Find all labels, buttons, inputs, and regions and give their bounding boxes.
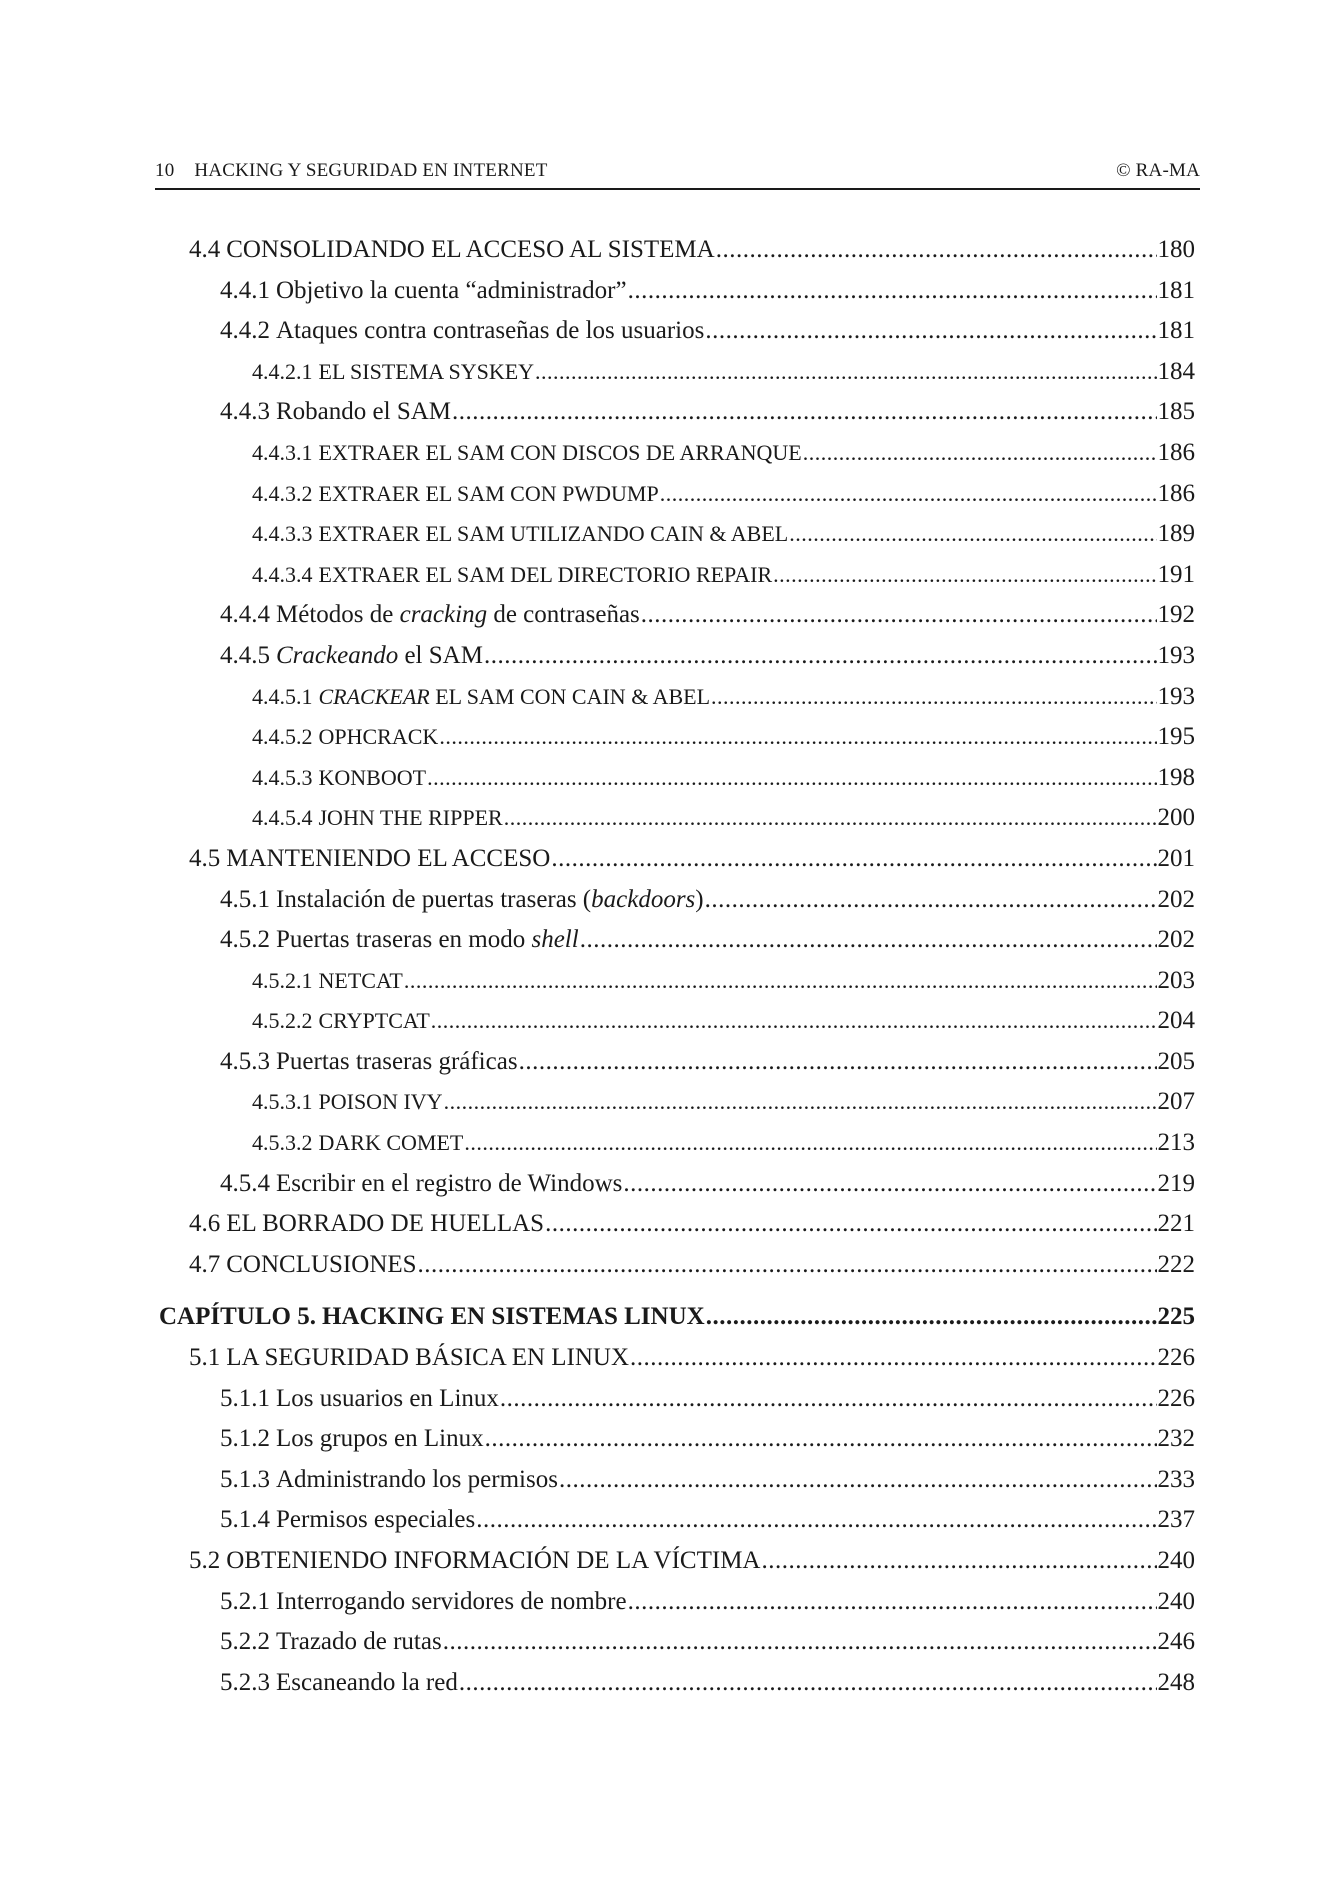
toc-entry-title-emphasis: Crackeando bbox=[276, 641, 399, 669]
toc-entry bbox=[155, 926, 1195, 967]
toc-entry bbox=[155, 845, 1195, 886]
toc-entry-page: 213 bbox=[1157, 1129, 1195, 1157]
toc-entry-title: Los grupos en Linux bbox=[276, 1425, 484, 1453]
toc-entry bbox=[155, 277, 1195, 318]
toc-entry-page: 202 bbox=[1157, 885, 1195, 913]
dot-leader bbox=[535, 359, 1156, 385]
toc-entry-number: 4.4.3.2 bbox=[252, 480, 313, 506]
toc-entry-page: 237 bbox=[1157, 1506, 1195, 1534]
toc-entry-title bbox=[319, 684, 711, 710]
publisher-mark: © RA-MA bbox=[1116, 160, 1200, 181]
dot-leader bbox=[439, 724, 1156, 750]
toc-entry-number: 4.4.5 bbox=[220, 641, 270, 669]
toc-entry-page: 191 bbox=[1157, 560, 1195, 588]
toc-entry-number: 4.5.3.1 bbox=[252, 1089, 313, 1115]
toc-entry-page: 222 bbox=[1157, 1250, 1195, 1278]
toc-entry bbox=[155, 1170, 1195, 1211]
dot-leader bbox=[706, 1303, 1157, 1331]
toc-entry-page: 186 bbox=[1157, 438, 1195, 466]
toc-entry-title: HACKING EN SISTEMAS LINUX bbox=[321, 1303, 705, 1331]
dot-leader bbox=[641, 601, 1157, 629]
toc-entry-number: 4.4 bbox=[189, 236, 221, 263]
dot-leader bbox=[519, 1048, 1157, 1076]
toc-entry-number: 4.4.5.1 bbox=[252, 683, 313, 709]
dot-leader bbox=[476, 1506, 1156, 1534]
dot-leader bbox=[628, 277, 1157, 305]
toc-entry-page: 184 bbox=[1157, 357, 1195, 385]
toc-entry-title: Los usuarios en Linux bbox=[276, 1384, 499, 1412]
toc-entry-page: 195 bbox=[1157, 723, 1195, 751]
toc-entry-page: 192 bbox=[1157, 601, 1195, 629]
toc-entry-number: 5.1 bbox=[189, 1344, 221, 1372]
toc-entry-page: 201 bbox=[1157, 844, 1195, 872]
toc-entry bbox=[155, 1210, 1195, 1251]
toc-entry-number: 5.1.4 bbox=[220, 1506, 270, 1534]
toc-entry-page: 225 bbox=[1157, 1303, 1195, 1331]
toc-entry bbox=[155, 1628, 1195, 1669]
toc-entry-title: EL SISTEMA SYSKEY bbox=[318, 358, 535, 384]
running-header bbox=[155, 160, 1200, 190]
toc-entry-page: 203 bbox=[1157, 966, 1195, 994]
dot-leader bbox=[628, 1588, 1157, 1616]
toc-entry bbox=[155, 1048, 1195, 1089]
toc-entry-title-part: de contraseñas bbox=[487, 601, 640, 629]
dot-leader bbox=[452, 398, 1157, 426]
toc-entry-page: 180 bbox=[1157, 236, 1195, 263]
toc-entry-title bbox=[276, 926, 579, 954]
toc-entry-number: 4.4.5.3 bbox=[252, 764, 313, 790]
toc-entry-title-part: el SAM bbox=[398, 641, 483, 669]
toc-entry-number: 4.5.2.2 bbox=[252, 1008, 313, 1034]
toc-entry bbox=[155, 1466, 1195, 1507]
dot-leader bbox=[630, 1344, 1156, 1372]
toc-entry-page: 198 bbox=[1157, 763, 1195, 791]
toc-entry-title: Escribir en el registro de Windows bbox=[276, 1169, 623, 1197]
toc-entry-title: EXTRAER EL SAM CON DISCOS DE ARRANQUE bbox=[318, 439, 802, 465]
toc-entry-page: 193 bbox=[1157, 641, 1195, 669]
toc-entry-page: 181 bbox=[1157, 317, 1195, 345]
toc-entry bbox=[155, 967, 1195, 1008]
dot-leader bbox=[660, 481, 1157, 507]
toc-entry-number: 4.4.5.2 bbox=[252, 724, 313, 750]
toc-entry bbox=[155, 886, 1195, 927]
toc-entry-title-part: EL SAM CON CAIN & ABEL bbox=[429, 683, 711, 709]
toc-entry-page: 204 bbox=[1157, 1007, 1195, 1035]
toc-entry-number: 5.1.3 bbox=[220, 1465, 270, 1493]
toc-entry-title: MANTENIENDO EL ACCESO bbox=[226, 844, 551, 872]
toc-entry-number: 4.5.4 bbox=[220, 1169, 270, 1197]
toc-entry bbox=[155, 601, 1195, 642]
toc-entry bbox=[155, 317, 1195, 358]
toc-entry-title: Permisos especiales bbox=[276, 1506, 476, 1534]
toc-entry bbox=[155, 358, 1195, 399]
toc-entry-page: 240 bbox=[1157, 1587, 1195, 1615]
toc-entry-page: 207 bbox=[1157, 1088, 1195, 1116]
toc-entry bbox=[155, 804, 1195, 845]
toc-entry bbox=[155, 1344, 1195, 1385]
dot-leader bbox=[427, 765, 1156, 791]
toc-entry-title bbox=[276, 601, 640, 629]
toc-entry-page: 240 bbox=[1157, 1547, 1195, 1574]
toc-entry-number: 4.4.3.1 bbox=[252, 439, 313, 465]
toc-entry-title bbox=[276, 642, 483, 670]
toc-entry-title: Interrogando servidores de nombre bbox=[276, 1587, 627, 1615]
dot-leader bbox=[580, 926, 1157, 954]
dot-leader bbox=[711, 684, 1156, 710]
dot-leader bbox=[716, 236, 1157, 264]
toc-entry-page: 226 bbox=[1157, 1344, 1195, 1372]
toc-entry bbox=[155, 520, 1195, 561]
dot-leader bbox=[803, 440, 1157, 466]
toc-entry bbox=[155, 1547, 1195, 1588]
toc-entry-number: 4.5.2.1 bbox=[252, 967, 313, 993]
toc-entry bbox=[155, 1669, 1195, 1710]
dot-leader bbox=[559, 1466, 1157, 1494]
dot-leader bbox=[623, 1170, 1156, 1198]
toc-entry-number: 4.4.1 bbox=[220, 276, 270, 304]
toc-entry-number: 4.4.4 bbox=[220, 601, 270, 629]
toc-entry-number: 4.4.2.1 bbox=[252, 358, 313, 384]
page-number: 10 bbox=[155, 160, 175, 181]
toc-entry-title-part: Instalación de puertas traseras ( bbox=[276, 885, 592, 913]
toc-entry bbox=[155, 561, 1195, 602]
toc-entry-number: 4.4.3 bbox=[220, 398, 270, 426]
toc-entry-title: Puertas traseras gráficas bbox=[276, 1047, 518, 1075]
toc-entry-title-emphasis: cracking bbox=[399, 601, 488, 629]
toc-entry-number: 4.6 bbox=[189, 1210, 221, 1238]
dot-leader bbox=[459, 1669, 1157, 1697]
toc-entry-title: Ataques contra contraseñas de los usuarios bbox=[276, 317, 705, 345]
toc-entry-title-part: ) bbox=[695, 885, 704, 913]
toc-entry-title: KONBOOT bbox=[318, 764, 427, 790]
dot-leader bbox=[418, 1251, 1157, 1279]
toc-entry-title: JOHN THE RIPPER bbox=[318, 805, 503, 831]
dot-leader bbox=[551, 845, 1156, 873]
toc-entry-number: 4.7 bbox=[189, 1250, 221, 1278]
toc-entry-number: 4.4.2 bbox=[220, 317, 270, 345]
toc-entry-title-emphasis: backdoors bbox=[591, 885, 696, 913]
toc-entry-number: 4.5.3 bbox=[220, 1047, 270, 1075]
toc-entry-page: 205 bbox=[1157, 1047, 1195, 1075]
toc-entry bbox=[155, 1385, 1195, 1426]
dot-leader bbox=[484, 642, 1157, 670]
toc-entry bbox=[155, 480, 1195, 521]
toc-entry-page: 233 bbox=[1157, 1465, 1195, 1493]
dot-leader bbox=[500, 1385, 1157, 1413]
toc-entry-title: Trazado de rutas bbox=[276, 1628, 442, 1656]
toc-entry bbox=[155, 764, 1195, 805]
toc-entry bbox=[155, 236, 1195, 277]
toc-entry-page: 200 bbox=[1157, 804, 1195, 832]
dot-leader bbox=[485, 1425, 1157, 1453]
toc-entry-title: Objetivo la cuenta “administrador” bbox=[276, 276, 627, 304]
toc-entry-page: 248 bbox=[1157, 1668, 1195, 1696]
toc-entry-page: 193 bbox=[1157, 682, 1195, 710]
toc-entry bbox=[155, 1251, 1195, 1292]
toc-entry-number: 5.1.1 bbox=[220, 1384, 270, 1412]
toc-entry-page: 202 bbox=[1157, 926, 1195, 954]
toc-entry bbox=[155, 1088, 1195, 1129]
toc-entry-title: EXTRAER EL SAM DEL DIRECTORIO REPAIR bbox=[318, 561, 773, 587]
toc-entry-title: CONSOLIDANDO EL ACCESO AL SISTEMA bbox=[226, 236, 715, 263]
toc-entry-title: Robando el SAM bbox=[276, 398, 451, 426]
dot-leader bbox=[504, 805, 1157, 831]
toc-entry bbox=[155, 1007, 1195, 1048]
toc-entry-title: EXTRAER EL SAM UTILIZANDO CAIN & ABEL bbox=[318, 521, 789, 547]
toc-entry-page: 185 bbox=[1157, 398, 1195, 426]
toc-entry bbox=[155, 642, 1195, 683]
toc-entry-number: 4.5.3.2 bbox=[252, 1130, 313, 1156]
toc-entry-title: DARK COMET bbox=[318, 1130, 464, 1156]
toc-entry-page: 219 bbox=[1157, 1169, 1195, 1197]
dot-leader bbox=[789, 521, 1156, 547]
toc-entry-number: 4.4.3.4 bbox=[252, 561, 313, 587]
toc-entry bbox=[155, 723, 1195, 764]
dot-leader bbox=[705, 317, 1156, 345]
toc-entry bbox=[155, 1588, 1195, 1629]
toc-entry-title: POISON IVY bbox=[318, 1089, 443, 1115]
toc-entry bbox=[155, 683, 1195, 724]
toc-entry-title: EXTRAER EL SAM CON PWDUMP bbox=[318, 480, 659, 506]
toc-entry-page: 246 bbox=[1157, 1628, 1195, 1656]
toc-entry-title-emphasis: CRACKEAR bbox=[318, 683, 430, 709]
toc-entry-number: 4.5 bbox=[189, 844, 221, 872]
toc-entry bbox=[155, 1506, 1195, 1547]
toc-entry-title bbox=[276, 886, 704, 914]
toc-entry-title: OBTENIENDO INFORMACIÓN DE LA VÍCTIMA bbox=[226, 1547, 761, 1574]
toc-entry-number: 4.5.1 bbox=[220, 885, 270, 913]
toc-entry-number: CAPÍTULO 5. bbox=[159, 1303, 316, 1331]
toc-entry-number: 5.2.1 bbox=[220, 1587, 270, 1615]
toc-entry-title: OPHCRACK bbox=[318, 724, 439, 750]
dot-leader bbox=[444, 1089, 1157, 1115]
toc-entry-number: 4.4.3.3 bbox=[252, 521, 313, 547]
toc-entry-title-emphasis: shell bbox=[531, 926, 579, 954]
toc-entry-title: NETCAT bbox=[318, 967, 403, 993]
toc-entry-number: 5.2.3 bbox=[220, 1668, 270, 1696]
dot-leader bbox=[762, 1547, 1157, 1575]
toc-entry-title: Escaneando la red bbox=[276, 1668, 458, 1696]
dot-leader bbox=[464, 1130, 1156, 1156]
toc-entry-page: 186 bbox=[1157, 479, 1195, 507]
toc-entry-page: 181 bbox=[1157, 276, 1195, 304]
table-of-contents bbox=[155, 236, 1195, 1709]
toc-entry-number: 5.1.2 bbox=[220, 1425, 270, 1453]
book-title: HACKING Y SEGURIDAD EN INTERNET bbox=[194, 160, 548, 181]
toc-entry-page: 189 bbox=[1157, 520, 1195, 548]
toc-entry-page: 232 bbox=[1157, 1425, 1195, 1453]
toc-entry-title-part: Métodos de bbox=[276, 601, 400, 629]
toc-entry bbox=[155, 439, 1195, 480]
toc-entry-title: CRYPTCAT bbox=[318, 1008, 430, 1034]
dot-leader bbox=[545, 1210, 1156, 1238]
toc-entry-title: CONCLUSIONES bbox=[226, 1250, 417, 1278]
dot-leader bbox=[773, 562, 1156, 588]
toc-entry-number: 4.4.5.4 bbox=[252, 805, 313, 831]
toc-entry-title: EL BORRADO DE HUELLAS bbox=[226, 1210, 545, 1238]
toc-entry-title: Administrando los permisos bbox=[276, 1465, 558, 1493]
dot-leader bbox=[443, 1628, 1157, 1656]
header-left bbox=[155, 160, 548, 182]
toc-entry-number: 5.2 bbox=[189, 1547, 221, 1574]
dot-leader bbox=[404, 968, 1157, 994]
dot-leader bbox=[431, 1008, 1157, 1034]
toc-entry bbox=[155, 1425, 1195, 1466]
dot-leader bbox=[705, 886, 1157, 914]
toc-entry bbox=[155, 1129, 1195, 1170]
toc-entry bbox=[155, 398, 1195, 439]
toc-entry-number: 4.5.2 bbox=[220, 926, 270, 954]
toc-entry-title: LA SEGURIDAD BÁSICA EN LINUX bbox=[226, 1344, 630, 1372]
toc-chapter-entry bbox=[155, 1303, 1195, 1344]
toc-entry-title-part: Puertas traseras en modo bbox=[276, 926, 532, 954]
toc-entry-number: 5.2.2 bbox=[220, 1628, 270, 1656]
toc-entry-page: 221 bbox=[1157, 1210, 1195, 1238]
toc-entry-page: 226 bbox=[1157, 1384, 1195, 1412]
